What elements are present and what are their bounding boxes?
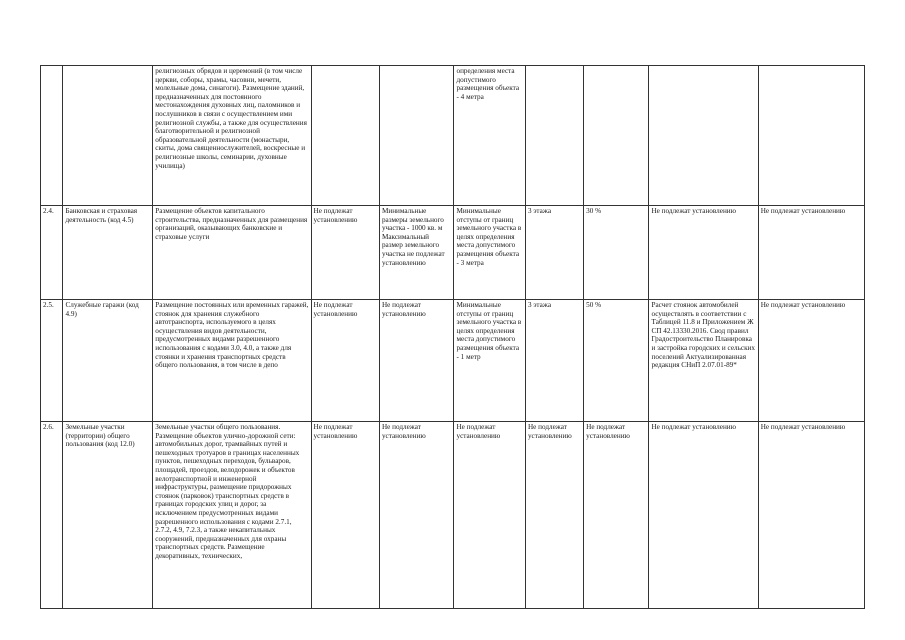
cell-col5: определения места допустимого размещения объекта - 4 метра [454, 66, 525, 206]
cell-col8 [649, 66, 758, 206]
table-row [41, 422, 865, 609]
cell-col6: 3 этажа [525, 206, 583, 300]
use-type-name [63, 66, 153, 206]
cell-col6: Не подлежат установлению [525, 422, 583, 609]
use-type-description: Размещение объектов капитального строительства, предназначенных для размещения организаций, оказывающих банковские и страховые услуги [153, 206, 311, 300]
table-row [41, 206, 865, 300]
use-type-name: Земельные участки (территории) общего пользования (код 12.0) [63, 422, 153, 609]
cell-col6 [525, 66, 583, 206]
cell-col3: Не подлежат установлению [311, 300, 379, 422]
cell-col7: Не подлежат установлению [584, 422, 649, 609]
cell-col9: Не подлежат установлению [758, 300, 864, 422]
cell-col5: Не подлежат установлению [454, 422, 525, 609]
use-type-name: Служебные гаражи (код 4.9) [63, 300, 153, 422]
row-number: 2.4. [41, 206, 63, 300]
cell-col7 [584, 66, 649, 206]
cell-col8: Не подлежат установлению [649, 206, 758, 300]
cell-col4 [379, 66, 454, 206]
use-type-description: религиозных обрядов и церемоний (в том числе церкви, соборы, храмы, часовни, мечети, молельные дома, синагоги). Размещение зданий, предназначенных для постоянного местонахождения духовных лиц, паломников и послушников в связи с осуществлением ими религиозной службы, а также для осуществления благотворительной и религиозной образовательной деятельности (монастыри, скиты, дома священнослужителей, воскресные и религиозные школы, семинарии, духовные училища) [153, 66, 311, 206]
cell-col4: Минимальные размеры земельного участка - 1000 кв. м Максимальный размер земельного участка не подлежат установлению [379, 206, 454, 300]
cell-col6: 3 этажа [525, 300, 583, 422]
cell-col9: Не подлежат установлению [758, 206, 864, 300]
cell-col4: Не подлежат установлению [379, 300, 454, 422]
cell-col5: Минимальные отступы от границ земельного участка в целях определения места допустимого размещения объекта - 3 метра [454, 206, 525, 300]
row-number [41, 66, 63, 206]
use-type-name: Банковская и страховая деятельность (код 4.5) [63, 206, 153, 300]
cell-col3: Не подлежат установлению [311, 206, 379, 300]
use-type-description: Земельные участки общего пользования. Размещение объектов улично-дорожной сети: автомобильных дорог, трамвайных путей и пешеходных тротуаров в границах населенных пунктов, пешеходных переходов, бульваров, площадей, проездов, велодорожек и объектов велотранспортной и инженерной инфраструктуры, размещение придорожных стоянок (парковок) транспортных средств в границах городских улиц и дорог, за исключением предусмотренных видами разрешенного использования с кодами 2.7.1, 2.7.2, 4.9, 7.2.3, а также некапитальных сооружений, предназначенных для охраны транспортных средств. Размещение декоративных, технических, [153, 422, 311, 609]
cell-col8: Не подлежат установлению [649, 422, 758, 609]
cell-col3: Не подлежат установлению [311, 422, 379, 609]
table-row [41, 66, 865, 206]
table-row [41, 300, 865, 422]
cell-col7: 30 % [584, 206, 649, 300]
cell-col7: 50 % [584, 300, 649, 422]
cell-col9: Не подлежат установлению [758, 422, 864, 609]
cell-col9 [758, 66, 864, 206]
cell-col3 [311, 66, 379, 206]
regulations-table [40, 65, 865, 609]
row-number: 2.5. [41, 300, 63, 422]
use-type-description: Размещение постоянных или временных гаражей, стоянок для хранения служебного автотранспорта, используемого в целях осуществления видов деятельности, предусмотренных видами разрешенного использования с кодами 3.0, 4.0, а также для стоянки и хранения транспортных средств общего пользования, в том числе в депо [153, 300, 311, 422]
cell-col4: Не подлежат установлению [379, 422, 454, 609]
row-number: 2.6. [41, 422, 63, 609]
cell-col5: Минимальные отступы от границ земельного участка в целях определения места допустимого размещения объекта - 1 метр [454, 300, 525, 422]
cell-col8: Расчет стоянок автомобилей осуществлять в соответствии с Таблицей 11.8 и Приложением Ж СП 42.13330.2016. Свод правил Градостроительство Планировка и застройка городских и сельских поселений Актуализированная редакция СНиП 2.07.01-89* [649, 300, 758, 422]
